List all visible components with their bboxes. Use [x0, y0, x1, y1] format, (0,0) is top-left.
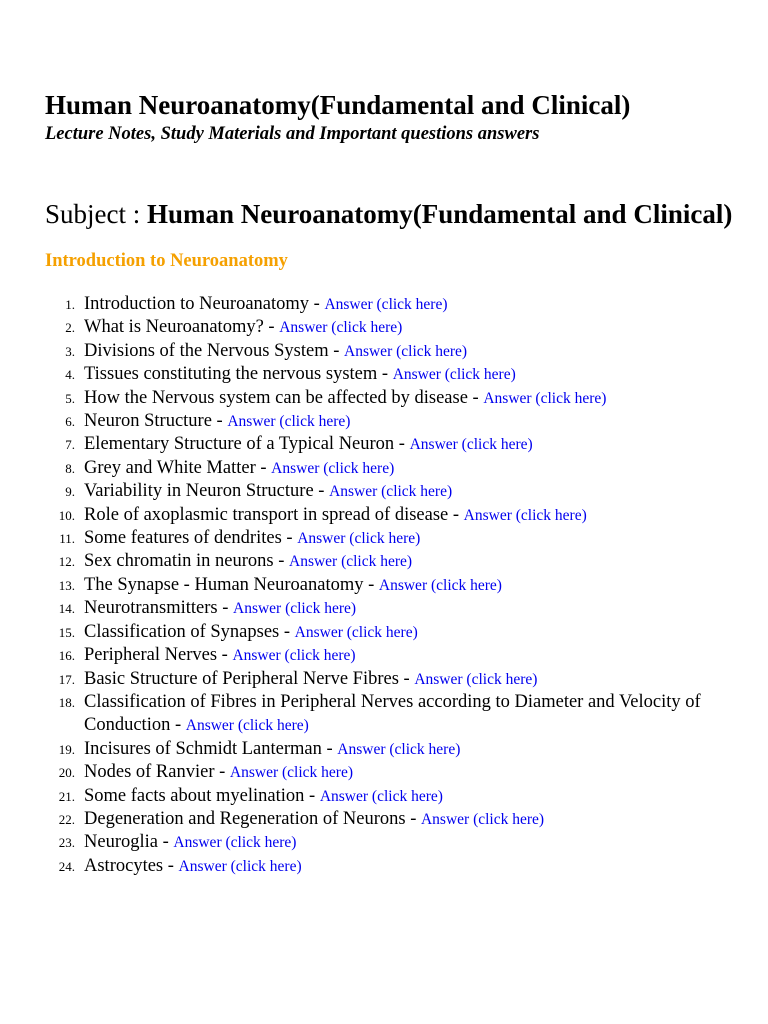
list-item-number: 11. — [59, 531, 75, 547]
list-item — [45, 738, 735, 761]
list-item-number: 19. — [58, 741, 75, 757]
answer-link[interactable]: Answer (click here) — [319, 787, 443, 805]
answer-link[interactable]: Answer (click here) — [420, 810, 545, 828]
list-item — [45, 480, 735, 503]
list-item-text: Astrocytes - — [84, 855, 179, 876]
answer-link[interactable]: Answer (click here) — [392, 366, 516, 384]
list-item-text: Divisions of the Nervous System - — [84, 340, 345, 361]
answer-link[interactable]: Answer (click here) — [178, 857, 302, 875]
answer-link[interactable]: Answer (click here) — [378, 576, 502, 594]
list-item-number: 12. — [58, 554, 75, 570]
list-item — [45, 293, 735, 316]
document-subtitle: Lecture Notes, Study Materials and Important questions answers — [45, 124, 540, 144]
document-page — [45, 88, 735, 878]
list-item — [45, 457, 735, 480]
answer-link[interactable]: Answer (click here) — [279, 319, 403, 337]
answer-link[interactable]: Answer (click here) — [294, 623, 418, 641]
list-item-number: 18. — [58, 694, 75, 710]
list-item-text: Tissues constituting the nervous system - — [84, 364, 393, 385]
list-item-number: 3. — [65, 343, 75, 359]
list-item-number: 16. — [58, 648, 75, 664]
list-item-text: What is Neuroanatomy? - — [84, 317, 280, 338]
list-item-text: Classification of Fibres in Peripheral Nerves according to Diameter and Velocity of Conduction - — [84, 691, 701, 736]
list-item — [45, 550, 735, 573]
list-item-text: Nodes of Ranvier - — [84, 762, 230, 783]
list-item-number: 6. — [65, 414, 75, 430]
list-item — [45, 668, 735, 691]
list-item-number: 1. — [65, 297, 75, 312]
list-item-number: 22. — [58, 811, 75, 827]
list-item-text: Sex chromatin in neurons - — [84, 551, 289, 572]
list-item — [45, 761, 735, 784]
list-item — [45, 855, 735, 878]
list-item-number: 17. — [58, 671, 75, 687]
list-item-number: 7. — [65, 437, 75, 453]
list-item — [45, 387, 735, 410]
list-item-number: 13. — [58, 577, 75, 593]
list-item-number: 9. — [65, 484, 75, 500]
list-item-text: Incisures of Schmidt Lanterman - — [84, 738, 338, 759]
answer-link[interactable]: Answer (click here) — [337, 740, 461, 758]
list-item-text: Variability in Neuron Structure - — [84, 481, 330, 502]
answer-link[interactable]: Answer (click here) — [232, 647, 356, 665]
list-item-number: 2. — [65, 320, 75, 336]
list-item — [45, 597, 735, 620]
list-item-text: Neurotransmitters - — [84, 598, 233, 619]
list-item-number: 5. — [65, 390, 75, 406]
section-heading: Introduction to Neuroanatomy — [45, 251, 288, 271]
list-item-text: Some features of dendrites - — [84, 528, 298, 549]
list-item-text: Elementary Structure of a Typical Neuron - — [84, 434, 410, 455]
list-item-text: Degeneration and Regeneration of Neurons - — [84, 808, 421, 829]
answer-link[interactable]: Answer (click here) — [233, 600, 357, 618]
list-item-number: 20. — [58, 765, 75, 781]
list-item-text: Some facts about myelination - — [84, 785, 320, 806]
answer-link[interactable]: Answer (click here) — [227, 413, 351, 431]
answer-link[interactable]: Answer (click here) — [414, 670, 538, 688]
list-item-number: 14. — [58, 601, 75, 617]
list-item — [45, 410, 735, 433]
list-item-text: How the Nervous system can be affected by disease - — [84, 387, 484, 408]
list-item — [45, 527, 735, 550]
answer-link[interactable]: Answer (click here) — [297, 530, 421, 548]
list-item — [45, 785, 735, 808]
list-item — [45, 433, 735, 456]
list-item-text: Role of axoplasmic transport in spread of disease - — [84, 504, 464, 525]
list-item — [45, 691, 735, 738]
answer-link[interactable]: Answer (click here) — [173, 834, 297, 852]
subject-prefix: Subject : — [45, 199, 147, 229]
list-item-text: Peripheral Nerves - — [84, 645, 233, 666]
list-item — [45, 340, 735, 363]
list-item — [45, 644, 735, 667]
list-item-text: Classification of Synapses - — [84, 621, 295, 642]
answer-link[interactable]: Answer (click here) — [289, 553, 413, 571]
answer-link[interactable]: Answer (click here) — [329, 483, 453, 501]
answer-link[interactable]: Answer (click here) — [229, 764, 353, 782]
subject-name: Human Neuroanatomy(Fundamental and Clinical) — [147, 199, 733, 229]
list-item-number: 24. — [58, 858, 75, 874]
document-title: Human Neuroanatomy(Fundamental and Clinical) — [45, 90, 631, 120]
list-item-number: 10. — [58, 507, 75, 523]
list-item-text: Basic Structure of Peripheral Nerve Fibres - — [84, 668, 415, 689]
list-item — [45, 831, 735, 854]
list-item — [45, 808, 735, 831]
answer-link[interactable]: Answer (click here) — [271, 459, 395, 477]
list-item — [45, 316, 735, 339]
list-item — [45, 621, 735, 644]
list-item-number: 15. — [58, 624, 75, 640]
subject-heading — [45, 197, 735, 232]
list-item-text: Introduction to Neuroanatomy - — [84, 294, 325, 314]
list-item — [45, 504, 735, 527]
answer-link[interactable]: Answer (click here) — [463, 506, 587, 524]
list-item-text: Neuron Structure - — [84, 411, 228, 432]
list-item — [45, 574, 735, 597]
list-item-text: Grey and White Matter - — [84, 457, 272, 478]
answer-link[interactable]: Answer (click here) — [324, 296, 448, 313]
answer-link[interactable]: Answer (click here) — [483, 389, 607, 407]
topic-list — [45, 293, 735, 878]
list-item — [45, 363, 735, 386]
list-item-number: 4. — [65, 367, 75, 383]
answer-link[interactable]: Answer (click here) — [185, 717, 309, 735]
list-item-number: 23. — [58, 835, 75, 851]
answer-link[interactable]: Answer (click here) — [344, 342, 468, 360]
list-item-text: The Synapse - Human Neuroanatomy - — [84, 574, 379, 595]
answer-link[interactable]: Answer (click here) — [409, 436, 533, 454]
list-item-number: 21. — [58, 788, 75, 804]
list-item-text: Neuroglia - — [84, 832, 174, 853]
list-item-number: 8. — [65, 460, 75, 476]
